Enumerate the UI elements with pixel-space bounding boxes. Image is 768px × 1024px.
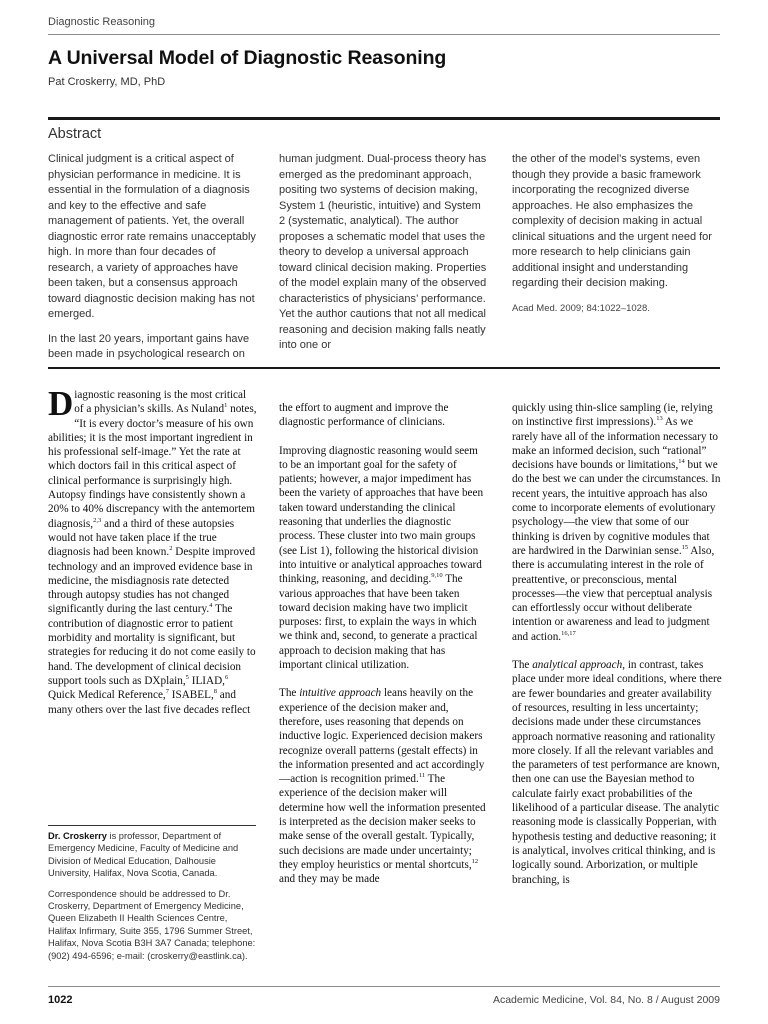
body-paragraph	[512, 401, 722, 644]
body-text: quickly using thin-slice sampling (ie, relying on instinctive first impressions).	[512, 402, 713, 429]
body-rule	[48, 367, 720, 369]
page-number: 1022	[48, 994, 73, 1006]
reference-marker: 6	[224, 673, 229, 681]
body-paragraph	[279, 686, 489, 886]
bio-name: Dr. Croskerry	[48, 831, 107, 841]
bio-affiliation	[48, 830, 258, 880]
reference-marker: 12	[471, 857, 479, 865]
abstract-citation: Acad Med. 2009; 84:1022–1028.	[512, 302, 650, 314]
body-text: iagnostic reasoning is the most critical of a physician’s skills. As Nuland	[74, 389, 247, 416]
reference-marker: 7	[165, 688, 169, 696]
abstract-paragraph: the other of the model’s systems, even though they provide a basic framework incorporating the recognized diverse approaches. He also emphasizes the complexity of decision making in actual clinical situations and the urgent need for more research to help clinicians gain additional insight and understanding regarding their decision making.	[512, 153, 712, 289]
bio-rule	[48, 825, 256, 826]
body-text: The various approaches that have been taken toward decision making have two implicit purposes: first, to explain the ways in which we think and, second, to generate a practical approach to decision making that has important clinical utilization.	[279, 573, 478, 672]
abstract-paragraph: human judgment. Dual-process theory has emerged as the predominant approach, positing two systems of decision making, System 1 (heuristic, intuitive) and System 2 (systematic, analytical). The author proposes a schematic model that uses the theory to develop a universal approach toward clinical decision making. Properties of the model explain many of the observed characteristics of physicians’ performance. Yet the author cautions that not all medical reasoning and decision making falls neatly into one or	[279, 153, 487, 351]
running-head: Diagnostic Reasoning	[48, 16, 156, 28]
body-column-3	[512, 401, 722, 901]
reference-marker: 5	[185, 673, 189, 681]
body-text: The experience of the decision maker will determine how well the information presented is interpreted as the decision maker seeks to make sense of the overall gestalt. Typically, such decisions are made under uncertainty; they employ heuristics or mental shortcuts,	[279, 773, 486, 871]
emphasis-term: intuitive approach	[299, 687, 382, 700]
body-paragraph	[48, 384, 258, 717]
body-text: but we do the best we can under the circumstances. In recent years, the intuitive approach has also come to incorporate elements of evolutionary psychology—the view that some of our thinking is driven by cognitive modules that are hardwired in the Darwinian sense.	[512, 459, 721, 557]
body-text: notes, “It is every doctor’s measure of his own abilities; it is the most important ingredient in his professional self-image.” Yet the rate at which doctors fail in this critical aspect of clinical performance is surprisingly high. Autopsy findings have consistently shown a 20% to 40% discrepancy with the antemortem diagnosis,	[48, 403, 257, 530]
body-text: ISABEL,	[168, 689, 214, 702]
reference-marker: 11	[418, 772, 426, 780]
body-text: The	[512, 659, 533, 672]
reference-marker: 14	[678, 458, 685, 466]
reference-marker: 9,10	[431, 572, 443, 580]
body-paragraph	[512, 658, 722, 887]
body-text: leans heavily on the experience of the decision maker and, therefore, uses reasoning that depends on inductive logic. Experienced decision makers recognize overall patterns (gestalt effects) in the information presented and act accordingly—action is recognition primed.	[279, 687, 485, 786]
reference-marker: 4	[209, 602, 213, 610]
body-text: Also, there is accumulating interest in the role of preattentive, or preconscious, mental processes—the view that perceptual analysis can effortlessly occur without deliberate intention or awareness and lead to judgment and action.	[512, 544, 715, 643]
body-column-2	[279, 401, 489, 901]
abstract-column-3	[512, 152, 722, 325]
body-text: As we rarely have all of the information necessary to make an informed decision, such “rational” decisions have bounds or limitations,	[512, 416, 718, 472]
body-text: , in contrast, takes place under more ideal conditions, where there are fewer boundaries and greater availability of resources, resulting in less uncertainty; decisions made under these circumstances approach normative reasoning and rationality more closely. If all the relevant variables and the parameters of test performance are known, then one can use the Bayesian method to calculate fairly exact probabilities of the likelihood of a particular disease. The analytic reasoning mode is classically Popperian, with hypothesis testing and deductive reasoning; it is analytical, involves critical thinking, and is logically sound. Arborization, or multiple branching, is	[512, 659, 722, 886]
body-paragraph	[279, 444, 489, 673]
reference-marker: 8	[213, 688, 217, 696]
reference-marker: 2,3	[93, 516, 102, 524]
body-text: ILIAD,	[188, 674, 225, 687]
drop-cap: D	[48, 384, 74, 423]
footer-rule	[48, 986, 720, 987]
body-text: Despite improved technology and an improved evidence base in medicine, the misdiagnosis rate detected through autopsy studies has not changed significantly during the last century.	[48, 546, 256, 616]
abstract-heading: Abstract	[48, 126, 102, 142]
body-column-1	[48, 384, 258, 731]
body-text: and a third of these autopsies would not have taken place if the true diagnosis had been known.	[48, 517, 235, 559]
bio-correspondence: Correspondence should be addressed to Dr. Croskerry, Department of Emergency Medicine, Queen Elizabeth II Health Sciences Centre, Halifax Infirmary, Suite 355, 1796 Summer Street, Halifax, Nova Scotia B3H 3A7 Canada; telephone: (902) 494-6596; e-mail: (croskerry@eastlink.ca).	[48, 888, 256, 961]
reference-marker: 16,17	[561, 629, 576, 637]
reference-marker: 1	[224, 402, 228, 410]
reference-marker: 15	[681, 543, 689, 551]
body-text: The	[279, 687, 300, 700]
body-text: Quick Medical Reference,	[48, 689, 166, 702]
emphasis-term: analytical approach	[532, 659, 623, 672]
body-paragraph: the effort to augment and improve the diagnostic performance of clinicians.	[279, 402, 449, 429]
journal-footer: Academic Medicine, Vol. 84, No. 8 / August 2009	[492, 994, 720, 1006]
article-title: A Universal Model of Diagnostic Reasoning	[48, 47, 447, 69]
abstract-paragraph: In the last 20 years, important gains have been made in psychological research on	[48, 332, 250, 360]
reference-marker: 2	[169, 545, 173, 553]
abstract-rule	[48, 117, 720, 120]
article-authors: Pat Croskerry, MD, PhD	[48, 76, 166, 88]
abstract-column-1	[48, 152, 258, 372]
abstract-paragraph: Clinical judgment is a critical aspect of physician performance in medicine. It is essential in the formulation of a diagnosis and key to the effective and safe management of patients. Yet, the overall diagnostic error rate remains unacceptably high. In more than four decades of research, a variety of approaches have been taken, but a consensus approach toward diagnostic decision making has not emerged.	[48, 153, 256, 320]
body-text: Improving diagnostic reasoning would seem to be an important goal for the safety of patients; however, a major impediment has been the variety of approaches that have been taken toward understanding the clinical reasoning that underlies the diagnostic process. These cluster into two main groups (see List 1), following the historical division into intuitive or analytical approaches toward thinking, reasoning, and deciding.	[279, 444, 484, 586]
author-bio	[48, 830, 258, 970]
reference-marker: 13	[656, 415, 663, 423]
body-text: and they may be made	[279, 873, 380, 886]
abstract-column-2	[279, 152, 489, 363]
header-rule	[48, 34, 720, 35]
body-text: and many others over the last five decades reflect	[48, 689, 251, 716]
bio-text: is professor, Department of Emergency Medicine, Faculty of Medicine and Division of Medical Education, Dalhousie University, Halifax, Nova Scotia, Canada.	[48, 831, 239, 879]
body-text: The contribution of diagnostic error to patient morbidity and mortality is significant, but strategies for reducing it do not come easily to hand. The development of clinical decision support tools such as DXplain,	[48, 603, 256, 687]
